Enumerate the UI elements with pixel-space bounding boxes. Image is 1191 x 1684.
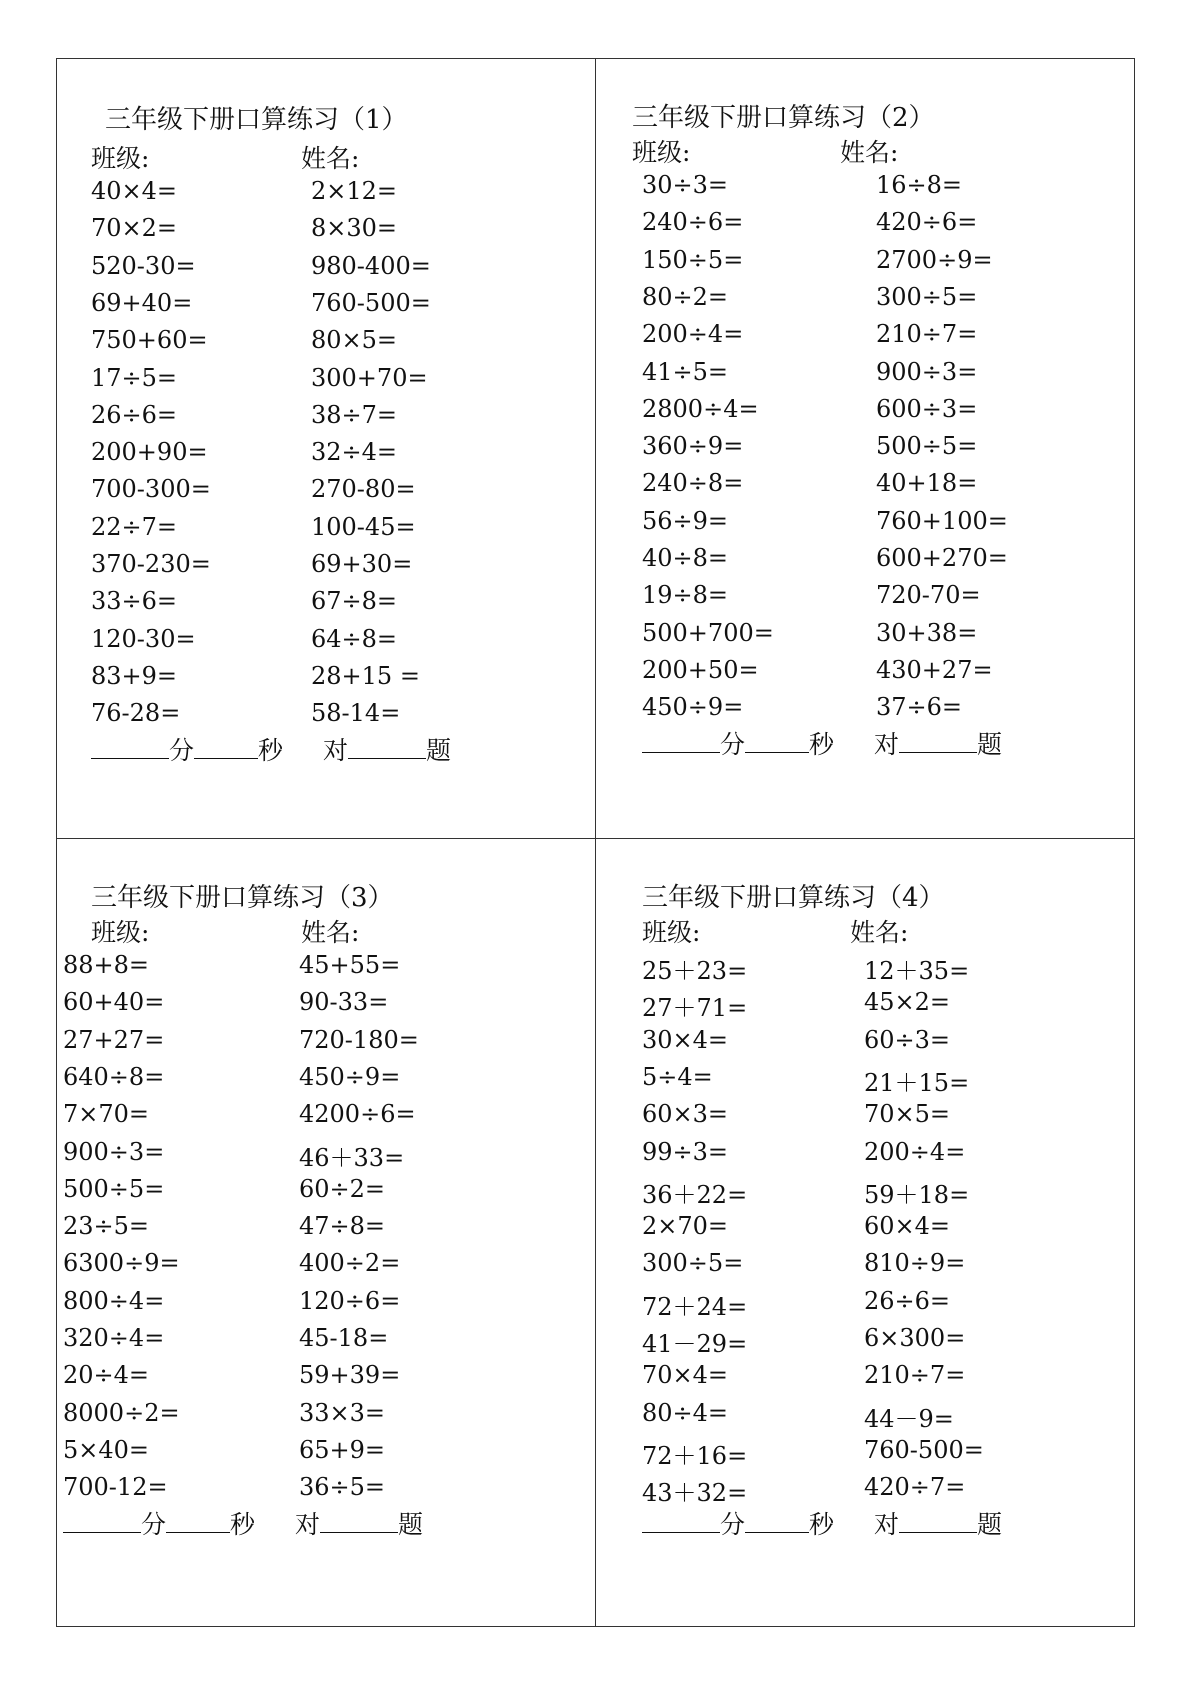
name-label: 姓名:	[850, 918, 909, 947]
minutes-label: 分	[720, 730, 746, 759]
problem-right: 100-45=	[311, 512, 416, 541]
problem-right: 300÷5=	[876, 282, 978, 311]
worksheet-title: 三年级下册口算练习（2）	[632, 103, 935, 133]
questions-label: 题	[977, 730, 1003, 759]
problem-left: 80÷2=	[642, 282, 729, 311]
name-label: 姓名:	[301, 918, 360, 947]
blank-minutes	[63, 1531, 141, 1533]
problem-right: 45-18=	[299, 1324, 389, 1352]
worksheet-2-panel	[596, 59, 1135, 839]
blank-minutes	[642, 1531, 720, 1533]
problem-right: 210÷7=	[876, 320, 978, 349]
class-label: 班级:	[91, 144, 150, 173]
problem-left: 41÷5=	[642, 357, 729, 386]
problem-left: 240÷6=	[642, 208, 744, 237]
problem-right: 4200÷6=	[299, 1100, 416, 1129]
problem-right: 210÷7=	[864, 1361, 966, 1390]
problem-left: 2800÷4=	[642, 394, 759, 423]
problem-right: 59＋18=	[864, 1180, 970, 1209]
timing-footer	[642, 725, 1002, 761]
problem-left: 640÷8=	[63, 1062, 165, 1091]
worksheet-3-panel	[57, 839, 596, 1619]
problem-left: 88+8=	[63, 951, 150, 979]
problem-right: 600÷3=	[876, 394, 978, 423]
problem-left: 70×4=	[642, 1361, 729, 1390]
seconds-label: 秒	[809, 1510, 835, 1539]
problem-right: 450÷9=	[299, 1062, 401, 1091]
problem-right: 420÷6=	[876, 208, 978, 237]
problem-left: 30÷3=	[642, 171, 729, 199]
problem-left: 200÷4=	[642, 320, 744, 349]
class-label: 班级:	[91, 918, 150, 947]
seconds-label: 秒	[809, 730, 835, 759]
problem-left: 17÷5=	[91, 363, 178, 392]
problem-left: 72＋24=	[642, 1292, 748, 1321]
worksheet-4-panel	[596, 839, 1135, 1619]
problem-right: 37÷6=	[876, 693, 963, 722]
timing-footer	[642, 1505, 1002, 1541]
problem-right: 46＋33=	[299, 1143, 405, 1172]
problem-right: 38÷7=	[311, 400, 398, 429]
minutes-label: 分	[720, 1510, 746, 1539]
blank-seconds	[745, 1531, 809, 1533]
problem-right: 980-400=	[311, 251, 431, 280]
problem-right: 120÷6=	[299, 1286, 401, 1315]
problem-left: 370-230=	[91, 550, 211, 578]
problem-right: 47÷8=	[299, 1212, 386, 1241]
problem-right: 70×5=	[864, 1100, 951, 1129]
problem-left: 56÷9=	[642, 506, 729, 535]
problem-left: 450÷9=	[642, 693, 744, 722]
worksheet-1-panel	[57, 59, 596, 839]
problem-left: 5×40=	[63, 1435, 150, 1464]
name-label: 姓名:	[301, 144, 360, 173]
problem-left: 520-30=	[91, 251, 196, 280]
problem-left: 6300÷9=	[63, 1249, 180, 1278]
problem-right: 200÷4=	[864, 1137, 966, 1166]
problem-left: 700-12=	[63, 1473, 168, 1502]
problem-right: 33×3=	[299, 1398, 386, 1427]
problem-right: 12＋35=	[864, 957, 970, 985]
problem-left: 150÷5=	[642, 245, 744, 274]
problem-left: 33÷6=	[91, 587, 178, 616]
problem-right: 16÷8=	[876, 171, 963, 199]
problem-left: 20÷4=	[63, 1361, 150, 1390]
problem-left: 240÷8=	[642, 469, 744, 498]
problem-right: 400÷2=	[299, 1249, 401, 1278]
minutes-label: 分	[169, 736, 195, 765]
problem-right: 21＋15=	[864, 1068, 970, 1097]
problem-left: 800÷4=	[63, 1286, 165, 1315]
problem-right: 45+55=	[299, 951, 401, 979]
problem-left: 60+40=	[63, 988, 165, 1017]
worksheet-title: 三年级下册口算练习（4）	[642, 883, 945, 913]
blank-correct	[899, 751, 977, 753]
problem-right: 270-80=	[311, 475, 416, 504]
problem-right: 2700÷9=	[876, 245, 993, 274]
problem-left: 300÷5=	[642, 1249, 744, 1278]
problem-left: 83+9=	[91, 661, 178, 690]
problem-left: 700-300=	[91, 475, 211, 504]
problem-right: 80×5=	[311, 326, 398, 355]
problem-left: 69+40=	[91, 288, 193, 317]
problem-left: 27＋71=	[642, 994, 748, 1023]
name-label: 姓名:	[840, 138, 899, 167]
problem-right: 60÷2=	[299, 1174, 386, 1203]
worksheet-title: 三年级下册口算练习（3）	[91, 883, 394, 913]
problem-right: 44－9=	[864, 1404, 954, 1433]
problem-left: 70×2=	[91, 214, 178, 243]
problem-right: 60÷3=	[864, 1025, 951, 1054]
problem-left: 360÷9=	[642, 432, 744, 461]
problem-right: 760-500=	[311, 288, 431, 317]
worksheet-title: 三年级下册口算练习（1）	[105, 105, 408, 135]
problem-left: 200+50=	[642, 655, 759, 684]
problem-left: 27+27=	[63, 1025, 165, 1054]
problem-right: 59+39=	[299, 1361, 401, 1390]
blank-minutes	[642, 751, 720, 753]
minutes-label: 分	[141, 1510, 167, 1539]
problem-right: 32÷4=	[311, 438, 398, 467]
problem-right: 720-70=	[876, 581, 981, 610]
problem-right: 40+18=	[876, 469, 978, 498]
blank-seconds	[166, 1531, 230, 1533]
seconds-label: 秒	[230, 1510, 256, 1539]
problem-left: 30×4=	[642, 1025, 729, 1054]
problem-right: 2×12=	[311, 177, 398, 205]
problem-right: 760+100=	[876, 506, 1008, 535]
problem-left: 40×4=	[91, 177, 178, 205]
blank-seconds	[745, 751, 809, 753]
timing-footer	[91, 731, 451, 767]
seconds-label: 秒	[258, 736, 284, 765]
problem-right: 430+27=	[876, 655, 993, 684]
problem-right: 90-33=	[299, 988, 389, 1017]
problem-left: 750+60=	[91, 326, 208, 355]
problem-right: 810÷9=	[864, 1249, 966, 1278]
class-label: 班级:	[642, 918, 701, 947]
problem-left: 80÷4=	[642, 1398, 729, 1427]
problem-left: 900÷3=	[63, 1137, 165, 1166]
correct-label: 对	[323, 736, 349, 765]
blank-correct	[899, 1531, 977, 1533]
problem-right: 45×2=	[864, 988, 951, 1017]
worksheet-sheet	[56, 58, 1135, 1627]
problem-left: 7×70=	[63, 1100, 150, 1129]
problem-right: 6×300=	[864, 1324, 966, 1352]
correct-label: 对	[295, 1510, 321, 1539]
problem-left: 36＋22=	[642, 1180, 748, 1209]
questions-label: 题	[426, 736, 452, 765]
problem-right: 900÷3=	[876, 357, 978, 386]
problem-right: 500÷5=	[876, 432, 978, 461]
problem-right: 65+9=	[299, 1435, 386, 1464]
problem-left: 41－29=	[642, 1330, 748, 1358]
problem-left: 40÷8=	[642, 544, 729, 572]
problem-left: 26÷6=	[91, 400, 178, 429]
problem-left: 23÷5=	[63, 1212, 150, 1241]
problem-right: 67÷8=	[311, 587, 398, 616]
problem-right: 30+38=	[876, 618, 978, 647]
correct-label: 对	[874, 730, 900, 759]
blank-seconds	[194, 757, 258, 759]
problem-right: 60×4=	[864, 1212, 951, 1241]
blank-correct	[348, 757, 426, 759]
class-label: 班级:	[632, 138, 691, 167]
problem-left: 72＋16=	[642, 1441, 748, 1470]
problem-left: 43＋32=	[642, 1479, 748, 1508]
problem-left: 5÷4=	[642, 1062, 713, 1091]
problem-right: 300+70=	[311, 363, 428, 392]
problem-right: 760-500=	[864, 1435, 984, 1464]
problem-right: 28+15 =	[311, 661, 420, 690]
problem-left: 99÷3=	[642, 1137, 729, 1166]
problem-right: 420÷7=	[864, 1473, 966, 1502]
problem-left: 19÷8=	[642, 581, 729, 610]
problem-left: 22÷7=	[91, 512, 178, 541]
correct-label: 对	[874, 1510, 900, 1539]
blank-correct	[320, 1531, 398, 1533]
problem-right: 36÷5=	[299, 1473, 386, 1502]
problem-right: 58-14=	[311, 699, 401, 728]
questions-label: 题	[398, 1510, 424, 1539]
problem-right: 8×30=	[311, 214, 398, 243]
problem-right: 26÷6=	[864, 1286, 951, 1315]
problem-right: 720-180=	[299, 1025, 419, 1054]
problem-left: 120-30=	[91, 624, 196, 653]
problem-right: 64÷8=	[311, 624, 398, 653]
problem-left: 200+90=	[91, 438, 208, 467]
problem-left: 76-28=	[91, 699, 181, 728]
blank-minutes	[91, 757, 169, 759]
timing-footer	[63, 1505, 423, 1541]
problem-left: 8000÷2=	[63, 1398, 180, 1427]
problem-left: 500+700=	[642, 618, 774, 647]
questions-label: 题	[977, 1510, 1003, 1539]
problem-left: 60×3=	[642, 1100, 729, 1129]
problem-left: 2×70=	[642, 1212, 729, 1241]
problem-right: 69+30=	[311, 550, 413, 578]
problem-right: 600+270=	[876, 544, 1008, 572]
problem-left: 25＋23=	[642, 957, 748, 985]
problem-left: 500÷5=	[63, 1174, 165, 1203]
problem-left: 320÷4=	[63, 1324, 165, 1352]
